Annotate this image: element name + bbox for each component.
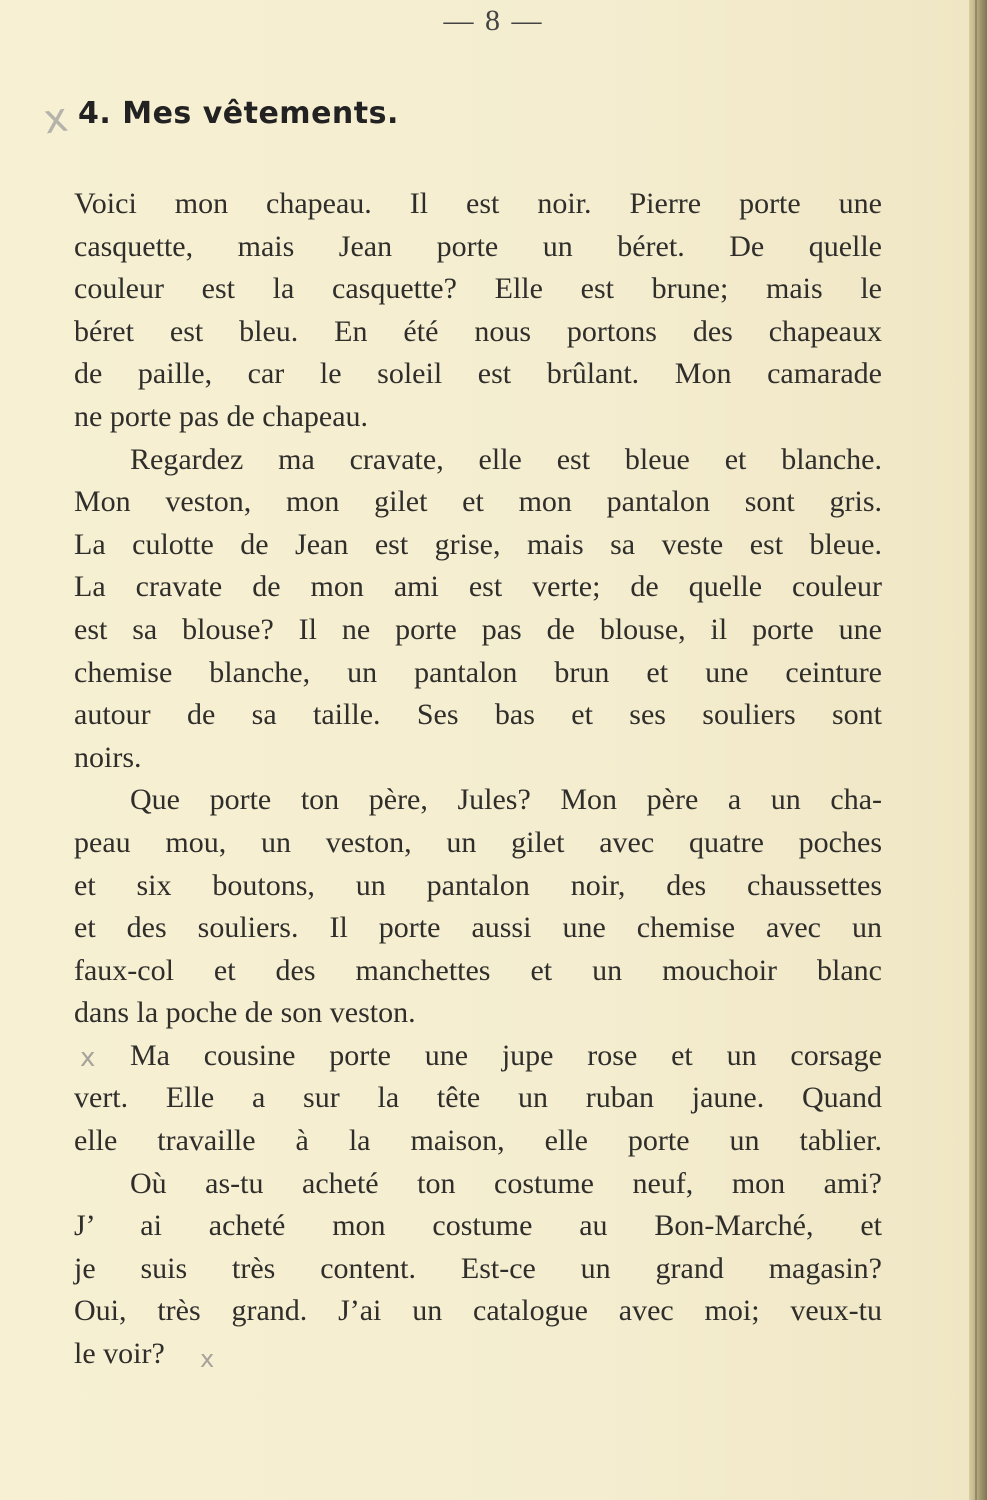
text-line: Que porte ton père, Jules? Mon père a un cha-: [130, 783, 882, 817]
text-line: noirs.: [74, 740, 142, 774]
text-line: dans la poche de son veston.: [74, 996, 416, 1030]
text-line: Ma cousine porte une jupe rose et un corsage: [130, 1038, 882, 1072]
text-line: J’ ai acheté mon costume au Bon-Marché, et: [74, 1209, 882, 1243]
text-line: vert. Elle a sur la tête un ruban jaune. Quand: [74, 1081, 882, 1115]
text-line: de paille, car le soleil est brûlant. Mon camarade: [74, 357, 882, 391]
text-line: peau mou, un veston, un gilet avec quatre poches: [74, 825, 882, 859]
text-line: béret est bleu. En été nous portons des chapeaux: [74, 314, 882, 348]
page-edge: [969, 0, 987, 1500]
pencil-margin-mark: x: [40, 94, 71, 144]
text-line: Regardez ma cravate, elle est bleue et blanche.: [130, 442, 882, 476]
text-line: le voir?: [74, 1337, 165, 1371]
text-line: casquette, mais Jean porte un béret. De quelle: [74, 229, 882, 263]
text-line: est sa blouse? Il ne porte pas de blouse, il porte une: [74, 612, 882, 646]
text-line: La culotte de Jean est grise, mais sa veste est bleue.: [74, 527, 882, 561]
text-line: autour de sa taille. Ses bas et ses souliers sont: [74, 698, 882, 732]
pencil-mark-a: x: [80, 1043, 96, 1073]
text-line: je suis très content. Est-ce un grand magasin?: [74, 1251, 882, 1285]
binding-line: [975, 0, 977, 1500]
text-line: Oui, très grand. J’ai un catalogue avec moi; veux-tu: [74, 1294, 882, 1328]
text-line: Mon veston, mon gilet et mon pantalon sont gris.: [74, 485, 882, 519]
text-line: et des souliers. Il porte aussi une chemise avec un: [74, 911, 882, 945]
text-line: couleur est la casquette? Elle est brune; mais le: [74, 272, 882, 306]
text-line: Où as-tu acheté ton costume neuf, mon ami?: [130, 1166, 882, 1200]
text-line: chemise blanche, un pantalon brun et une ceinture: [74, 655, 882, 689]
text-line: elle travaille à la maison, elle porte un tablier.: [74, 1124, 882, 1158]
pencil-mark-b: x: [200, 1345, 215, 1373]
section-title: 4. Mes vêtements.: [78, 96, 399, 131]
body-text: [74, 183, 882, 1376]
text-line: Voici mon chapeau. Il est noir. Pierre porte une: [74, 187, 882, 220]
text-line: faux-col et des manchettes et un mouchoir blanc: [74, 953, 882, 987]
page-number: — 8 —: [443, 4, 544, 37]
text-line: ne porte pas de chapeau.: [74, 399, 369, 433]
text-line: et six boutons, un pantalon noir, des chaussettes: [74, 868, 882, 902]
text-line: La cravate de mon ami est verte; de quelle couleur: [74, 570, 882, 604]
